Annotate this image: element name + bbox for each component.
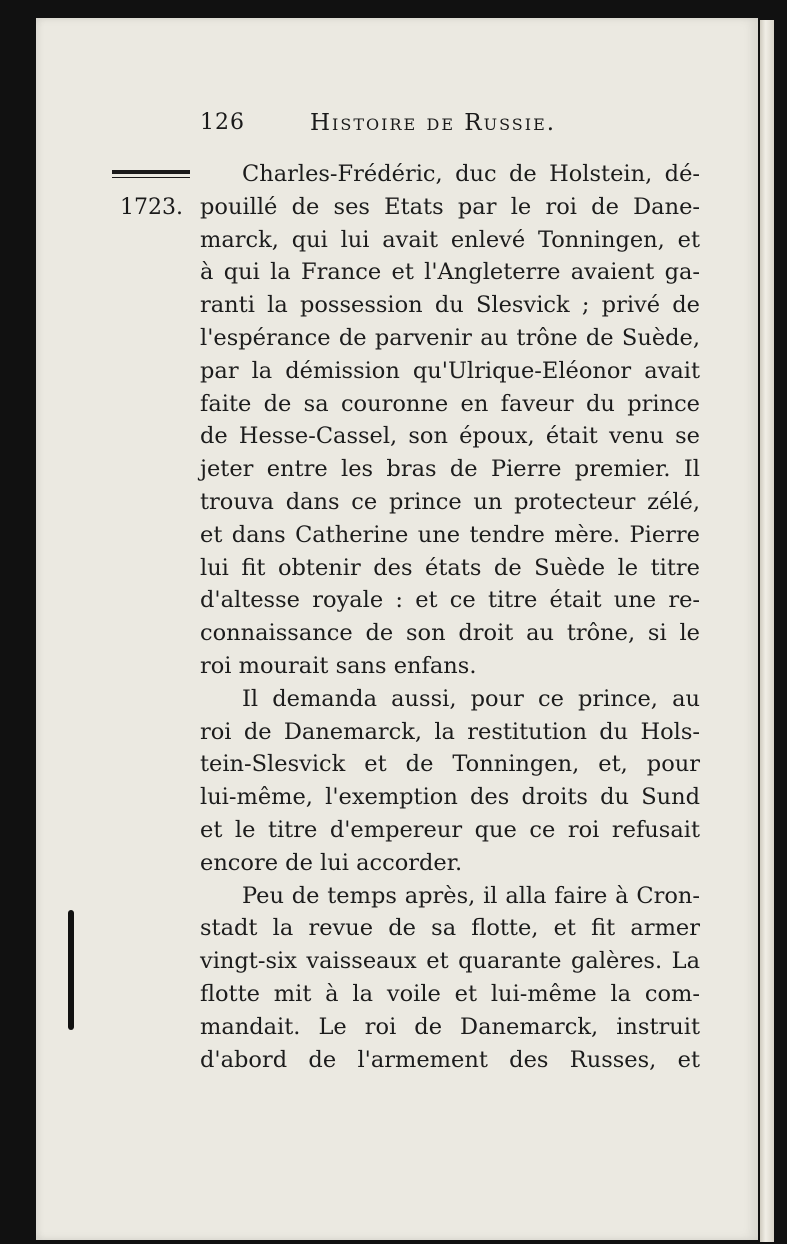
text-line: l'espérance de parvenir au trône de Suède, [200,324,700,351]
text-line: tein-Slesvick et de Tonningen, et, pour [200,751,700,778]
running-title: Histoire de Russie. [310,110,557,136]
text-line: lui-même, l'exemption des droits du Sund [200,784,700,811]
text-line: Peu de temps après, il alla faire à Cron- [242,882,700,909]
text-line: roi de Danemarck, la restitution du Hols- [200,718,700,745]
text-line: Charles-Frédéric, duc de Holstein, dé- [242,161,700,187]
text-line: par la démission qu'Ulrique-Eléonor avait [200,357,700,384]
text-line: à qui la France et l'Angleterre avaient ga- [200,259,700,286]
text-line: vingt-six vaisseaux et quarante galères. La [200,948,700,975]
text-line: stadt la revue de sa flotte, et fit armer [200,915,700,942]
text-line: ranti la possession du Slesvick ; privé de [200,292,700,319]
body-text [200,158,700,1076]
page-number: 126 [200,110,245,135]
text-line: roi mourait sans enfans. [200,652,477,679]
margin-year: 1723. [120,195,183,220]
text-line: de Hesse-Cassel, son époux, était venu se [200,423,700,450]
text-line: lui fit obtenir des états de Suède le titre [200,554,700,581]
text-line: encore de lui accorder. [200,849,463,876]
text-line: d'altesse royale : et ce titre était une re- [200,587,700,614]
text-line: mandait. Le roi de Danemarck, instruit [200,1013,700,1040]
text-line: connaissance de son droit au trône, si le [200,620,700,647]
text-line: faite de sa couronne en faveur du prince [200,390,700,417]
text-line: flotte mit à la voile et lui-même la com- [200,980,700,1007]
text-line: et dans Catherine une tendre mère. Pierre [200,521,700,548]
margin-ornament-rule [112,170,190,179]
text-line: d'abord de l'armement des Russes, et [200,1046,700,1073]
page-edge [760,20,774,1242]
text-line: pouillé de ses Etats par le roi de Dane- [200,193,700,220]
text-line: Il demanda aussi, pour ce prince, au [242,685,700,712]
text-line: marck, qui lui avait enlevé Tonningen, et [200,226,700,253]
scan-margin-mark [68,910,74,1030]
text-line: trouva dans ce prince un protecteur zélé, [200,488,700,515]
text-line: et le titre d'empereur que ce roi refusait [200,816,700,843]
text-line: jeter entre les bras de Pierre premier. Il [200,456,700,483]
